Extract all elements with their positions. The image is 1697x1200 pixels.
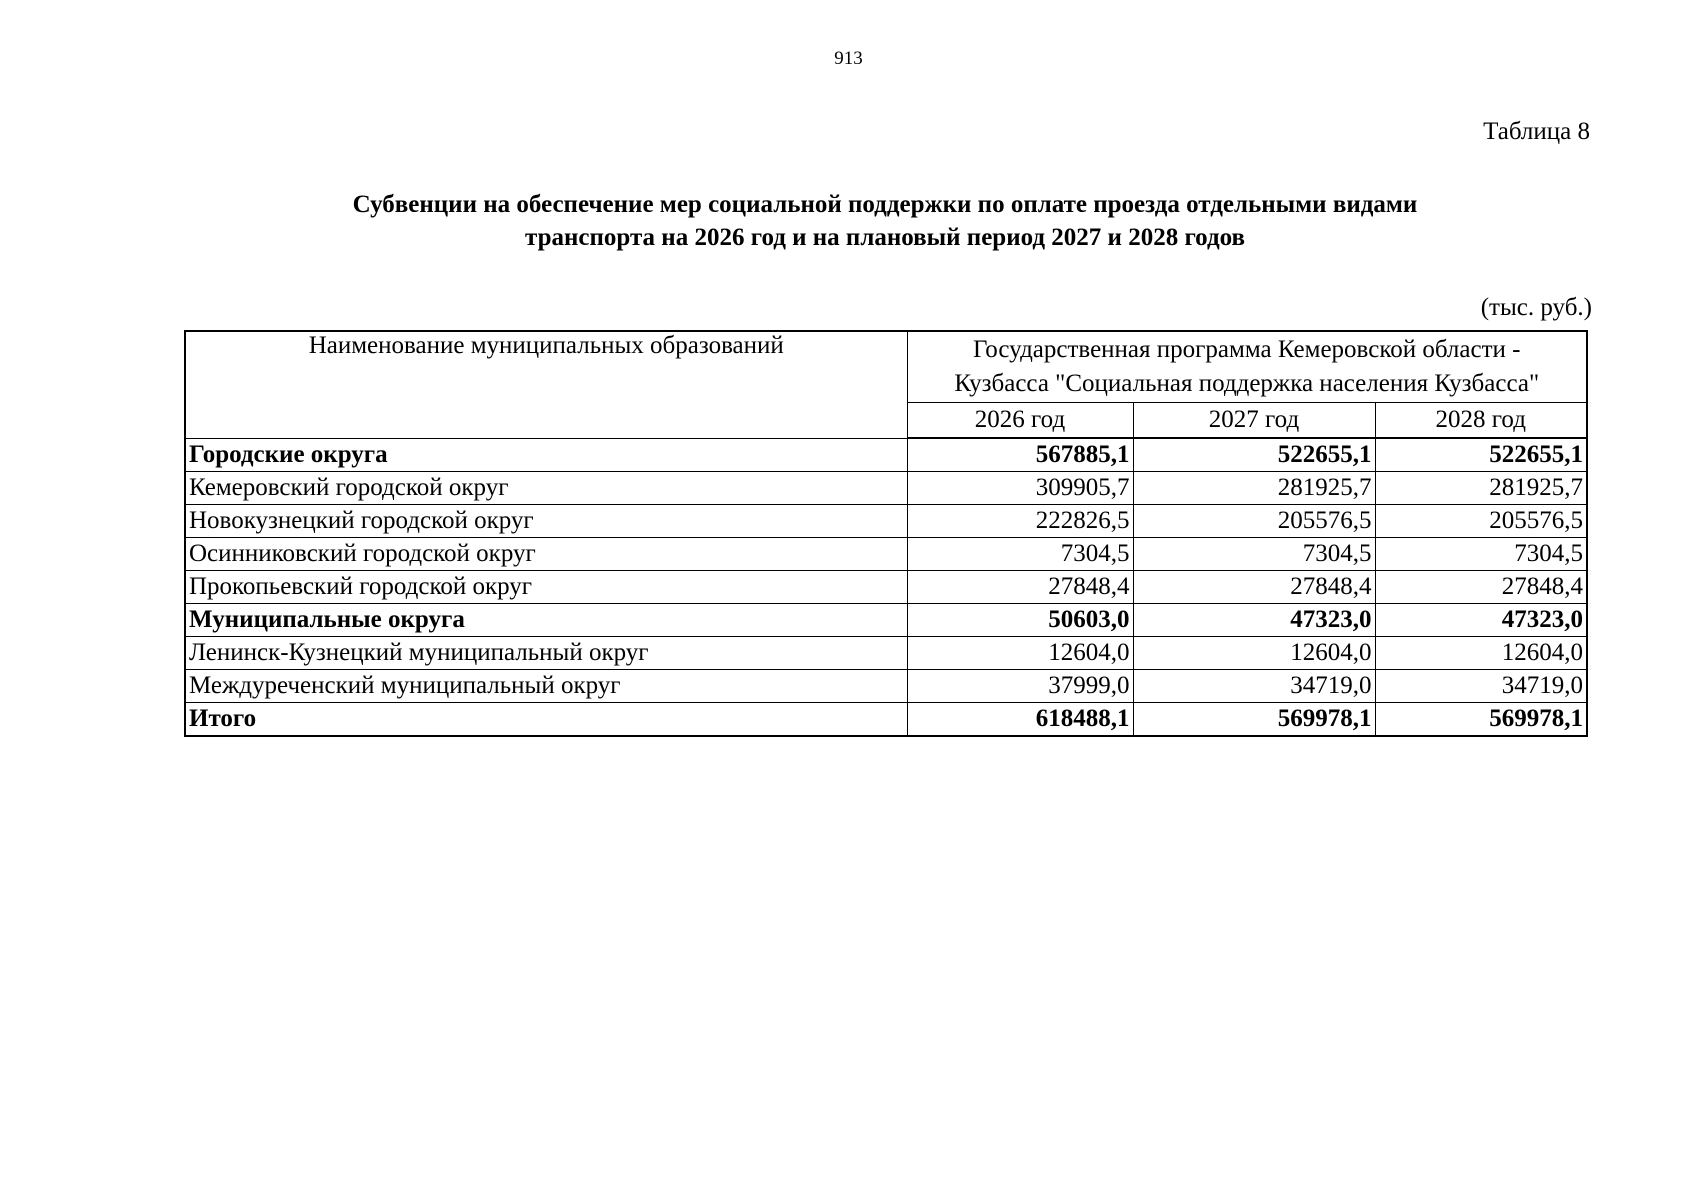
value-2027: 7304,5 bbox=[1133, 538, 1375, 571]
column-header-name: Наименование муниципальных образований bbox=[185, 331, 907, 438]
table-row bbox=[185, 637, 1587, 670]
table-row bbox=[185, 538, 1587, 571]
row-name: Прокопьевский городской округ bbox=[185, 571, 907, 604]
value-2027: 569978,1 bbox=[1133, 703, 1375, 737]
value-2028: 205576,5 bbox=[1375, 505, 1587, 538]
value-2027: 34719,0 bbox=[1133, 670, 1375, 703]
value-2028: 27848,4 bbox=[1375, 571, 1587, 604]
table-row-subtotal bbox=[185, 438, 1587, 472]
row-name: Муниципальные округа bbox=[185, 604, 907, 637]
table-row bbox=[185, 670, 1587, 703]
value-2026: 567885,1 bbox=[907, 438, 1133, 472]
value-2027: 47323,0 bbox=[1133, 604, 1375, 637]
value-2027: 27848,4 bbox=[1133, 571, 1375, 604]
table-row bbox=[185, 505, 1587, 538]
row-name: Междуреченский муниципальный округ bbox=[185, 670, 907, 703]
value-2027: 205576,5 bbox=[1133, 505, 1375, 538]
value-2026: 37999,0 bbox=[907, 670, 1133, 703]
column-header-program bbox=[907, 331, 1587, 403]
value-2026: 12604,0 bbox=[907, 637, 1133, 670]
value-2026: 50603,0 bbox=[907, 604, 1133, 637]
value-2028: 47323,0 bbox=[1375, 604, 1587, 637]
value-2028: 569978,1 bbox=[1375, 703, 1587, 737]
value-2026: 222826,5 bbox=[907, 505, 1133, 538]
title-line-2: транспорта на 2026 год и на плановый период 2027 и 2028 годов bbox=[525, 224, 1245, 251]
units-label: (тыс. руб.) bbox=[1480, 294, 1592, 321]
program-header-line-1: Государственная программа Кемеровской области - bbox=[973, 336, 1521, 363]
table-row-subtotal bbox=[185, 604, 1587, 637]
value-2028: 7304,5 bbox=[1375, 538, 1587, 571]
value-2027: 522655,1 bbox=[1133, 438, 1375, 472]
value-2026: 309905,7 bbox=[907, 472, 1133, 505]
row-name: Городские округа bbox=[185, 438, 907, 472]
value-2026: 27848,4 bbox=[907, 571, 1133, 604]
page-number: 913 bbox=[834, 48, 863, 69]
value-2027: 12604,0 bbox=[1133, 637, 1375, 670]
row-name: Ленинск-Кузнецкий муниципальный округ bbox=[185, 637, 907, 670]
table-label: Таблица 8 bbox=[1483, 118, 1590, 145]
title-line-1: Субвенции на обеспечение мер социальной поддержки по оплате проезда отдельными видами bbox=[352, 191, 1418, 218]
table-body bbox=[185, 438, 1587, 736]
row-name: Итого bbox=[185, 703, 907, 737]
column-header-year-2026: 2026 год bbox=[907, 403, 1133, 439]
row-name: Осинниковский городской округ bbox=[185, 538, 907, 571]
value-2028: 12604,0 bbox=[1375, 637, 1587, 670]
value-2028: 34719,0 bbox=[1375, 670, 1587, 703]
document-title bbox=[260, 188, 1510, 254]
column-header-year-2027: 2027 год bbox=[1133, 403, 1375, 439]
value-2028: 522655,1 bbox=[1375, 438, 1587, 472]
row-name: Кемеровский городской округ bbox=[185, 472, 907, 505]
subsidies-table bbox=[184, 330, 1588, 737]
program-header-line-2: Кузбасса "Социальная поддержка населения Кузбасса" bbox=[954, 370, 1540, 397]
table-row bbox=[185, 571, 1587, 604]
value-2026: 618488,1 bbox=[907, 703, 1133, 737]
value-2028: 281925,7 bbox=[1375, 472, 1587, 505]
column-header-year-2028: 2028 год bbox=[1375, 403, 1587, 439]
row-name: Новокузнецкий городской округ bbox=[185, 505, 907, 538]
value-2027: 281925,7 bbox=[1133, 472, 1375, 505]
table-row-total bbox=[185, 703, 1587, 737]
table-row bbox=[185, 472, 1587, 505]
value-2026: 7304,5 bbox=[907, 538, 1133, 571]
